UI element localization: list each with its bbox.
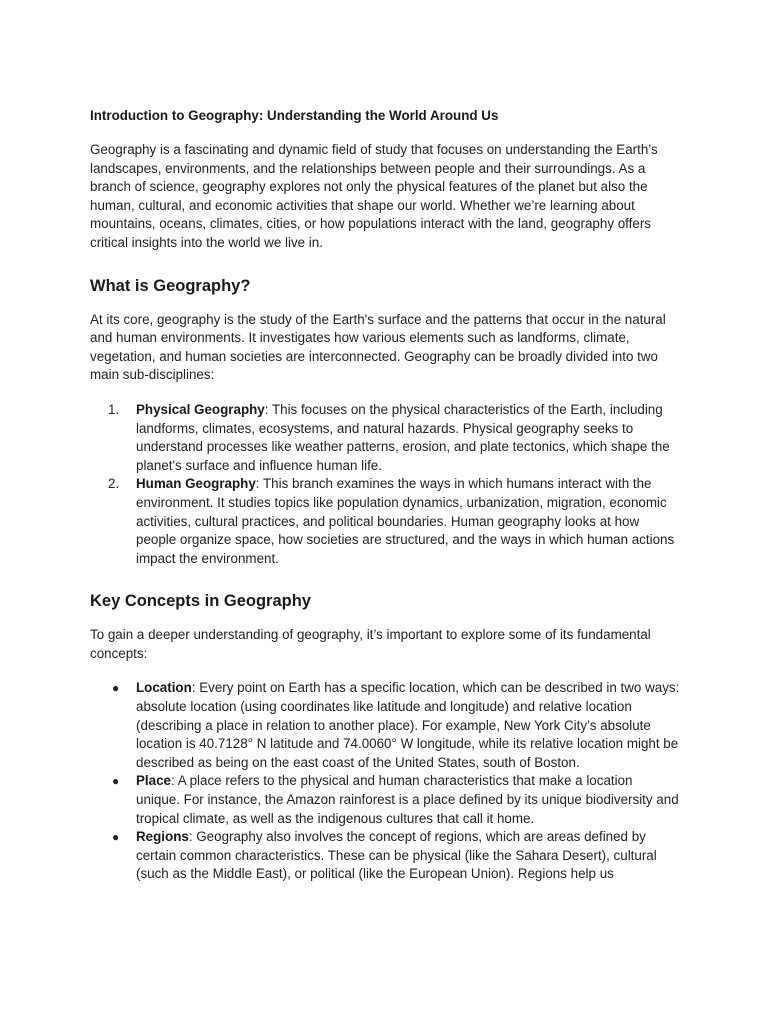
document-title: Introduction to Geography: Understanding the World Around Us: [90, 108, 499, 123]
list-item-term: Physical Geography: [136, 401, 265, 417]
section-heading-what-is-geography: What is Geography?: [90, 276, 251, 295]
list-item-term: Regions: [136, 829, 189, 845]
section-paragraph-key-concepts: To gain a deeper understanding of geography, it’s important to explore some of its fundamental concepts:: [90, 627, 651, 661]
list-item-text: : This branch examines the ways in which humans interact with the environment. It studies topics like population dynamics, urbanization, migration, economic activities, cultural practices, and political boundaries. Human geography looks at how people organize space, how societies are structured, and the ways in which human actions impact the environment.: [136, 476, 675, 566]
list-item-regions: [90, 828, 680, 884]
list-item-text: : Geography also involves the concept of regions, which are areas defined by certain common characteristics. These can be physical (like the Sahara Desert), cultural (such as the Middle East), or political (like the European Union). Regions help us: [136, 829, 657, 882]
list-item-human-geography: [90, 475, 680, 568]
list-item-term: Location: [136, 680, 192, 696]
subdisciplines-list: [90, 401, 680, 568]
list-item-location: [90, 679, 680, 772]
bullet-icon: ●: [112, 830, 120, 845]
section-heading-key-concepts: Key Concepts in Geography: [90, 592, 311, 611]
list-item-text: : Every point on Earth has a specific location, which can be described in two ways: absolute location (using coordinates like latitude and longitude) and relative location (describing a place in relation to another place). For example, New York City’s absolute location is 40.7128° N latitude and 74.0060° W longitude, while its relative location might be described as being on the east coast of the United States, south of Boston.: [136, 680, 680, 770]
key-concepts-list: [90, 679, 680, 884]
list-item-term: Human Geography: [136, 476, 256, 492]
list-item-term: Place: [136, 773, 171, 789]
list-item-text: : This focuses on the physical characteristics of the Earth, including landforms, climates, ecosystems, and natural hazards. Physical geography seeks to understand processes like weather patterns, erosion, and plate tectonics, which shape the planet's surface and influence human life.: [136, 401, 670, 473]
bullet-icon: ●: [112, 774, 120, 789]
list-item-place: [90, 772, 680, 828]
list-number: 1.: [108, 401, 120, 417]
section-paragraph-what-is-geography: At its core, geography is the study of the Earth's surface and the patterns that occur in the natural and human environments. It investigates how various elements such as landforms, climate, vegetation, and human societies are interconnected. Geography can be broadly divided into two main sub-disciplines:: [90, 311, 666, 383]
list-item-physical-geography: [90, 401, 680, 475]
document-body: [90, 107, 680, 898]
list-number: 2.: [108, 476, 120, 492]
intro-paragraph: Geography is a fascinating and dynamic field of study that focuses on understanding the Earth’s landscapes, environments, and the relationships between people and their surroundings. As a branch of science, geography explores not only the physical features of the planet but also the human, cultural, and economic activities that shape our world. Whether we’re learning about mountains, oceans, climates, cities, or how populations interact with the land, geography offers critical insights into the world we live in.: [90, 142, 658, 250]
bullet-icon: ●: [112, 681, 120, 696]
list-item-text: : A place refers to the physical and human characteristics that make a location unique. For instance, the Amazon rainforest is a place defined by its unique biodiversity and tropical climate, as well as the indigenous cultures that call it home.: [136, 773, 679, 826]
